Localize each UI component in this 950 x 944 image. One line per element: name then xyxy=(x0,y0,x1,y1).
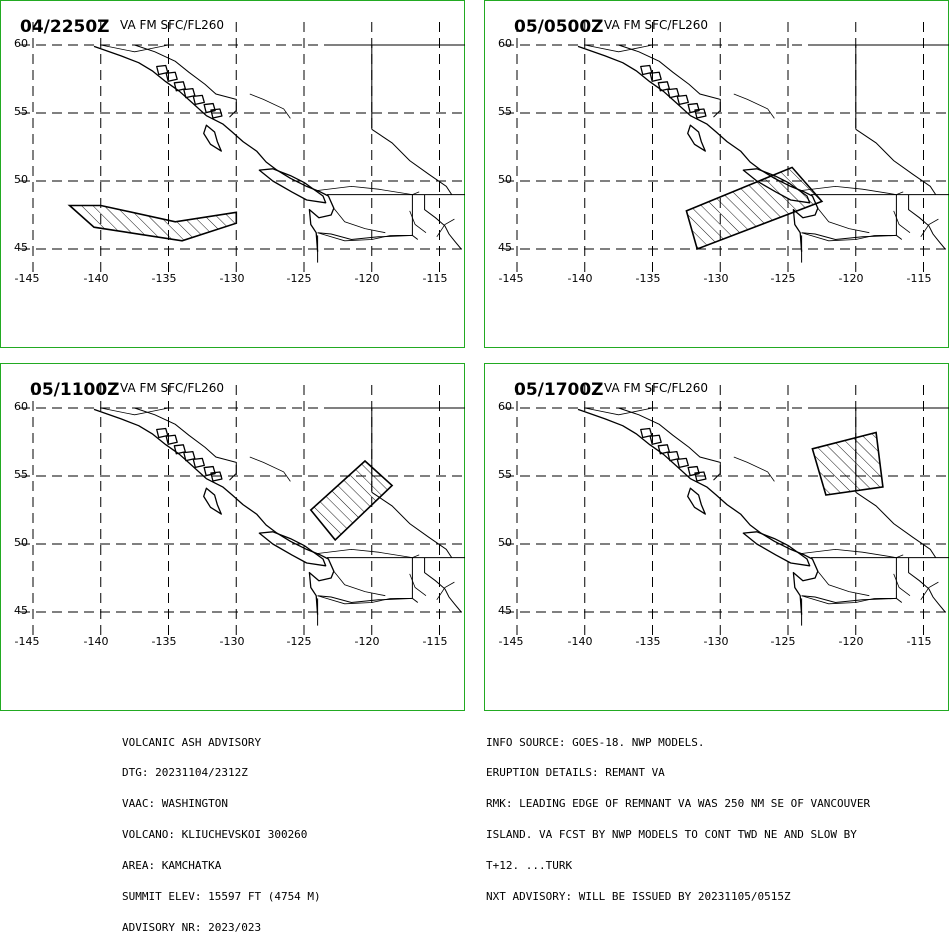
panel-border xyxy=(1,364,465,711)
map-canvas xyxy=(484,363,949,711)
coastline xyxy=(578,409,818,614)
river-line xyxy=(318,549,420,557)
vancouver-island xyxy=(259,169,325,203)
river-line xyxy=(334,208,386,233)
river-line xyxy=(250,457,291,481)
lat-label: 60 xyxy=(14,37,28,50)
lon-label: -120 xyxy=(838,635,864,648)
panel-time-label: 05/1100Z xyxy=(30,380,120,400)
archipelago-island xyxy=(204,467,215,476)
haida-gwaii xyxy=(204,488,222,514)
lon-label: -130 xyxy=(219,272,245,285)
lon-label: -130 xyxy=(703,272,729,285)
lon-label: -125 xyxy=(770,272,796,285)
archipelago-island xyxy=(204,104,215,113)
advisory-remarks-block xyxy=(486,717,870,913)
panel-layer-label: VA FM SFC/FL260 xyxy=(604,381,708,395)
graticule xyxy=(20,385,463,639)
ash-cloud-polygon xyxy=(812,433,883,496)
boundaries xyxy=(135,408,465,626)
archipelago-island xyxy=(650,435,661,444)
lat-label: 55 xyxy=(498,468,512,481)
map-canvas xyxy=(0,0,465,348)
forecast-panel-t6 xyxy=(484,0,949,348)
lat-label: 50 xyxy=(498,173,512,186)
advisory-line: DTG: 20231104/2312Z xyxy=(122,766,248,780)
lon-label: -145 xyxy=(14,635,40,648)
lon-label: -115 xyxy=(906,635,932,648)
panel-layer-label: VA FM SFC/FL260 xyxy=(120,18,224,32)
alaska-canada-border xyxy=(135,408,237,480)
lat-label: 45 xyxy=(498,604,512,617)
panel-time-label: 04/2250Z xyxy=(20,17,110,37)
ash-cloud-polygon xyxy=(311,461,392,540)
river-line xyxy=(734,457,775,481)
lon-label: -125 xyxy=(286,635,312,648)
idaho-montana-border xyxy=(425,558,462,612)
wa-idaho-border xyxy=(412,195,417,240)
wa-idaho-border xyxy=(412,558,417,603)
lon-label: -125 xyxy=(286,272,312,285)
lat-label: 55 xyxy=(14,468,28,481)
archipelago-island xyxy=(688,104,699,113)
river-line xyxy=(318,186,420,194)
lon-label: -140 xyxy=(567,272,593,285)
advisory-line: VAAC: WASHINGTON xyxy=(122,797,228,811)
river-line xyxy=(818,208,870,233)
lon-label: -135 xyxy=(635,635,661,648)
lat-label: 60 xyxy=(14,400,28,413)
rivers xyxy=(585,408,939,604)
panel-layer-label: VA FM SFC/FL260 xyxy=(120,381,224,395)
lon-label: -130 xyxy=(703,635,729,648)
lat-label: 60 xyxy=(498,400,512,413)
lon-label: -135 xyxy=(151,272,177,285)
wa-oregon-border xyxy=(802,233,897,240)
lat-label: 50 xyxy=(498,536,512,549)
panel-border xyxy=(485,364,949,711)
forecast-panel-t18 xyxy=(484,363,949,711)
lon-label: -120 xyxy=(838,272,864,285)
rivers xyxy=(101,45,455,241)
river-line xyxy=(585,45,653,52)
alaska-canada-border xyxy=(135,45,237,117)
rivers xyxy=(101,408,455,604)
vancouver-island xyxy=(259,532,325,566)
river-line xyxy=(585,408,653,415)
lon-label: -140 xyxy=(83,635,109,648)
wa-oregon-border xyxy=(318,233,413,240)
river-line xyxy=(802,549,904,557)
alaska-canada-border xyxy=(619,45,721,117)
haida-gwaii xyxy=(204,125,222,151)
wa-oregon-border xyxy=(318,596,413,603)
lat-label: 50 xyxy=(14,173,28,186)
map-canvas xyxy=(484,0,949,348)
lat-label: 45 xyxy=(498,241,512,254)
river-line xyxy=(334,571,386,596)
archipelago-island xyxy=(166,435,177,444)
idaho-montana-border xyxy=(425,195,462,249)
wa-oregon-border xyxy=(802,596,897,603)
lat-label: 45 xyxy=(14,241,28,254)
advisory-line: NXT ADVISORY: WILL BE ISSUED BY 20231105/0515Z xyxy=(486,890,791,904)
advisory-header-block xyxy=(122,717,321,944)
advisory-line: INFO SOURCE: GOES-18. NWP MODELS. xyxy=(486,735,705,749)
archipelago-island xyxy=(677,458,688,467)
lon-label: -140 xyxy=(567,635,593,648)
advisory-line: SUMMIT ELEV: 15597 FT (4754 M) xyxy=(122,890,321,904)
ash-cloud-polygon xyxy=(70,206,237,241)
wa-idaho-border xyxy=(896,195,901,240)
haida-gwaii xyxy=(688,125,706,151)
map-canvas xyxy=(0,363,465,711)
lat-label: 60 xyxy=(498,37,512,50)
mainland-coast xyxy=(578,409,818,614)
archipelago-island xyxy=(166,72,177,81)
river-line xyxy=(802,186,904,194)
archipelago-island xyxy=(677,95,688,104)
river-line xyxy=(734,94,775,118)
alaska-canada-border xyxy=(619,408,721,480)
lon-label: -115 xyxy=(906,272,932,285)
vancouver-island xyxy=(743,532,809,566)
boundaries xyxy=(619,408,949,626)
advisory-line: T+12. ...TURK xyxy=(486,859,573,873)
lon-label: -115 xyxy=(422,272,448,285)
idaho-montana-border xyxy=(909,558,946,612)
advisory-line: AREA: KAMCHATKA xyxy=(122,859,222,873)
lon-label: -145 xyxy=(498,272,524,285)
lon-label: -115 xyxy=(422,635,448,648)
advisory-line: RMK: LEADING EDGE OF REMNANT VA WAS 250 NM SE OF VANCOUVER xyxy=(486,797,871,811)
advisory-line: ISLAND. VA FCST BY NWP MODELS TO CONT TWD NE AND SLOW BY xyxy=(486,828,857,842)
lon-label: -140 xyxy=(83,272,109,285)
lon-label: -130 xyxy=(219,635,245,648)
advisory-line: VOLCANO: KLIUCHEVSKOI 300260 xyxy=(122,828,308,842)
mainland-coast xyxy=(94,409,334,614)
wa-idaho-border xyxy=(896,558,901,603)
graticule xyxy=(20,22,463,276)
lat-label: 50 xyxy=(14,536,28,549)
advisory-line: VOLCANIC ASH ADVISORY xyxy=(122,735,262,749)
advisory-line: ERUPTION DETAILS: REMANT VA xyxy=(486,766,665,780)
lat-label: 55 xyxy=(498,105,512,118)
advisory-line: ADVISORY NR: 2023/023 xyxy=(122,920,262,934)
river-line xyxy=(818,571,870,596)
forecast-panel-t0 xyxy=(0,0,465,348)
lon-label: -125 xyxy=(770,635,796,648)
lon-label: -135 xyxy=(635,272,661,285)
river-line xyxy=(101,45,169,52)
archipelago-island xyxy=(193,458,204,467)
river-line xyxy=(101,408,169,415)
panel-time-label: 05/0500Z xyxy=(514,17,604,37)
river-line xyxy=(250,94,291,118)
panel-border xyxy=(485,1,949,348)
boundaries xyxy=(619,45,949,263)
lon-label: -135 xyxy=(151,635,177,648)
haida-gwaii xyxy=(688,488,706,514)
lon-label: -145 xyxy=(14,272,40,285)
coastline xyxy=(94,409,334,614)
archipelago-island xyxy=(688,467,699,476)
forecast-panel-t12 xyxy=(0,363,465,711)
lon-label: -120 xyxy=(354,272,380,285)
lat-label: 45 xyxy=(14,604,28,617)
panel-layer-label: VA FM SFC/FL260 xyxy=(604,18,708,32)
panel-border xyxy=(1,1,465,348)
idaho-montana-border xyxy=(909,195,946,249)
archipelago-island xyxy=(193,95,204,104)
archipelago-island xyxy=(650,72,661,81)
lon-label: -145 xyxy=(498,635,524,648)
graticule xyxy=(504,385,947,639)
lon-label: -120 xyxy=(354,635,380,648)
panel-time-label: 05/1700Z xyxy=(514,380,604,400)
lat-label: 55 xyxy=(14,105,28,118)
